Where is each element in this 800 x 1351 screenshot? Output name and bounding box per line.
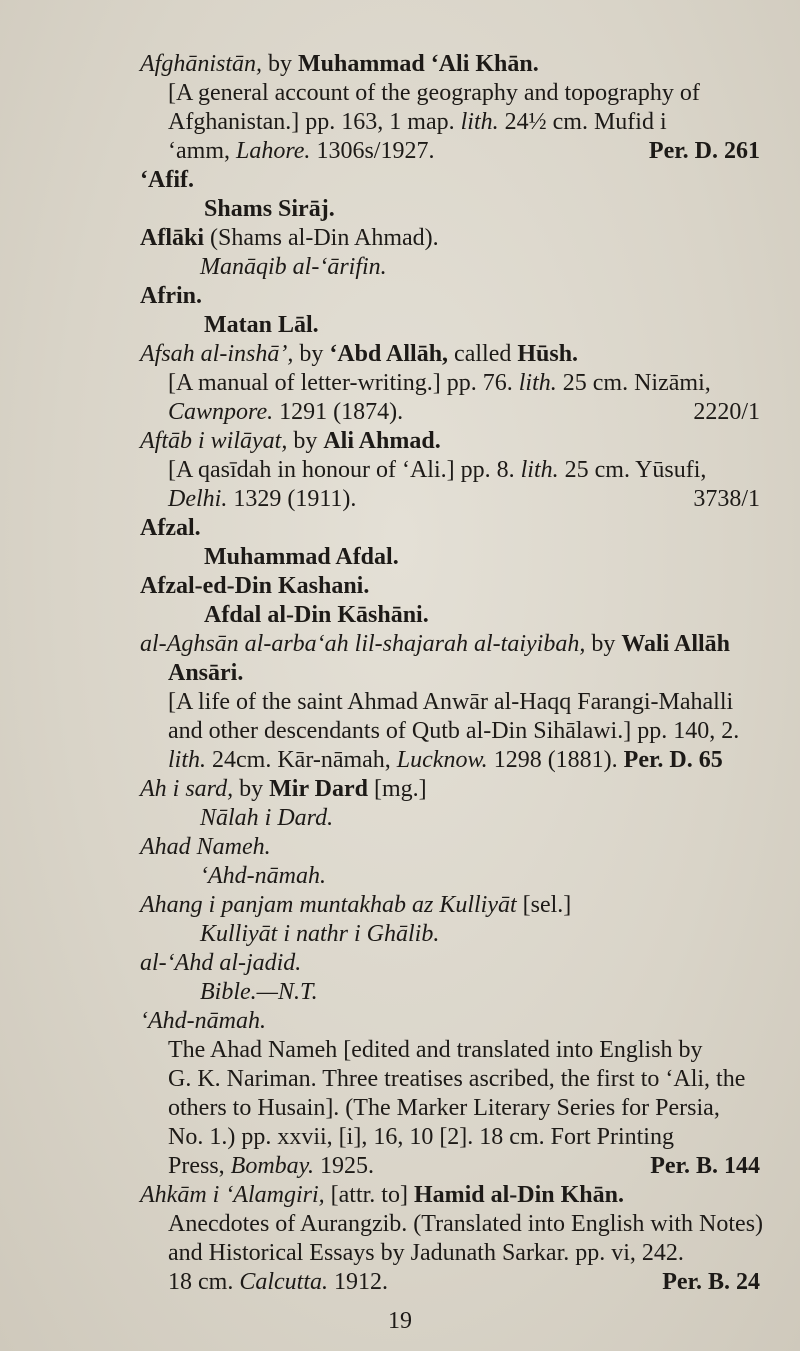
text-span: [A life of the saint Ahmad Anwār al-Haqq Farangi-Mahalli <box>168 689 734 715</box>
text-span: ‘Abd Allāh, <box>329 341 449 367</box>
entry-line <box>140 166 760 195</box>
text-span: Anecdotes of Aurangzib. (Translated into English with Notes) <box>168 1211 764 1237</box>
text-span: Hūsh. <box>517 341 579 367</box>
text-span: [sel.] <box>516 892 572 918</box>
entry-line <box>168 108 760 137</box>
text-span: Bible.—N.T. <box>200 979 318 1005</box>
text-span: Afrin. <box>140 283 202 309</box>
text-span: Ahad Nameh. <box>140 834 271 860</box>
entry-line <box>200 920 760 949</box>
entry-line <box>168 398 760 427</box>
text-span: Muhammad ‘Ali Khān. <box>298 51 539 77</box>
entry-line <box>168 79 760 108</box>
entry-line <box>168 1065 760 1094</box>
text-span: Aflāki <box>140 225 205 251</box>
shelfmark: 3738/1 <box>693 486 760 512</box>
text-span: Afdal al-Din Kāshāni. <box>204 602 429 628</box>
entry-line <box>140 340 760 369</box>
text-span: lith. <box>520 457 559 483</box>
entry-line <box>168 485 760 514</box>
text-span: ‘amm, <box>168 138 236 164</box>
entry-line <box>140 1181 760 1210</box>
entry-line <box>168 137 760 166</box>
text-span: Afzal-ed-Din Kashani. <box>140 573 370 599</box>
text-span: Lahore. <box>235 138 311 164</box>
text-span: Matan Lāl. <box>204 312 319 338</box>
text-span: G. K. Nariman. Three treatises ascribed, the first to ‘Ali, the <box>168 1066 746 1092</box>
entry-line <box>140 514 760 543</box>
text-span: [mg.] <box>368 776 427 802</box>
text-span: Mir Dard <box>269 776 368 802</box>
text-span: 1298 (1881). <box>487 747 624 773</box>
text-span: by <box>262 51 299 77</box>
entry-line <box>140 572 760 601</box>
cross-reference-line <box>204 195 760 224</box>
text-span: Ahkām i ‘Alamgiri, <box>140 1182 325 1208</box>
text-span: Nālah i Dard. <box>200 805 334 831</box>
entry-line <box>200 804 760 833</box>
entry-line <box>140 891 760 920</box>
text-span: 1912. <box>328 1269 388 1295</box>
text-span: (Shams al-Din Ahmad). <box>204 225 439 251</box>
text-span: 24cm. Kār-nāmah, <box>206 747 397 773</box>
text-span: ‘Ahd-nāmah. <box>140 1008 266 1034</box>
text-span: 18 cm. <box>168 1269 240 1295</box>
text-span: Per. D. 65 <box>623 747 723 773</box>
text-span: Kulliyāt i nathr i Ghālib. <box>200 921 440 947</box>
text-span: 24½ cm. Mufid i <box>498 109 667 135</box>
text-span: 1306s/1927. <box>310 138 435 164</box>
entry-line <box>140 949 760 978</box>
entry-line <box>140 50 760 79</box>
text-span: Cawnpore. <box>168 399 274 425</box>
text-span: [attr. to] <box>324 1182 414 1208</box>
entry-line <box>168 1152 760 1181</box>
entry-line <box>168 659 760 688</box>
text-span: Lucknow. <box>396 747 488 773</box>
entry-line <box>200 253 760 282</box>
text-span: and Historical Essays by Jadunath Sarkar. pp. vi, 242. <box>168 1240 684 1266</box>
entry-line <box>140 224 760 253</box>
text-span: 1291 (1874). <box>273 399 404 425</box>
cross-reference-line <box>204 601 760 630</box>
text-span: 25 cm. Yūsufi, <box>558 457 707 483</box>
text-span: ‘Afif. <box>140 167 194 193</box>
entry-line <box>140 775 760 804</box>
text-span: 25 cm. Nizāmi, <box>556 370 711 396</box>
text-span: Afghanistan.] pp. 163, 1 map. <box>168 109 461 135</box>
text-span: and other descendants of Qutb al-Din Sihālawi.] pp. 140, 2. <box>168 718 740 744</box>
text-span: 1329 (1911). <box>227 486 357 512</box>
text-span: [A manual of letter-writing.] pp. 76. <box>168 370 519 396</box>
text-span: lith. <box>460 109 499 135</box>
text-span: lith. <box>518 370 557 396</box>
entry-line <box>168 1094 760 1123</box>
text-span: others to Husain]. (The Marker Literary Series for Persia, <box>168 1095 720 1121</box>
text-span: Afghānistān, <box>140 51 263 77</box>
entry-line <box>168 456 760 485</box>
entry-line <box>168 369 760 398</box>
text-span: Afsah al-inshā’, <box>140 341 294 367</box>
text-span: 1925. <box>314 1153 374 1179</box>
text-span: No. 1.) pp. xxvii, [i], 16, 10 [2]. 18 cm. Fort Printing <box>168 1124 674 1150</box>
entry-line <box>200 862 760 891</box>
text-span: Afzal. <box>140 515 201 541</box>
text-span: by <box>233 776 270 802</box>
entry-line <box>168 1268 760 1297</box>
page-number: 19 <box>388 1308 412 1334</box>
text-span: The Ahad Nameh [edited and translated into English by <box>168 1037 703 1063</box>
text-span: Delhi. <box>168 486 228 512</box>
entry-line <box>168 688 760 717</box>
entry-line <box>168 1123 760 1152</box>
entry-line <box>168 1036 760 1065</box>
text-span: Calcutta. <box>239 1269 328 1295</box>
entry-line <box>168 746 760 775</box>
text-span: Hamid al-Din Khān. <box>413 1182 624 1208</box>
text-span: Aftāb i wilāyat, <box>140 428 288 454</box>
entry-line <box>140 427 760 456</box>
entry-line <box>200 978 760 1007</box>
shelfmark: 2220/1 <box>693 399 760 425</box>
entries-block <box>140 50 764 1297</box>
text-span: al-Aghsān al-arba‘ah lil-shajarah al-taiyibah, <box>140 631 586 657</box>
entry-line <box>140 630 760 659</box>
text-span: [A general account of the geography and topography of <box>168 80 700 106</box>
text-span: Ah i sard, <box>140 776 234 802</box>
text-span: Ahang i panjam muntakhab az Kulliyāt <box>140 892 517 918</box>
text-span: by <box>293 341 330 367</box>
shelfmark: Per. B. 144 <box>650 1153 760 1179</box>
text-span: Press, <box>168 1153 231 1179</box>
text-span: called <box>448 341 518 367</box>
entry-line <box>168 717 760 746</box>
cross-reference-line <box>204 543 760 572</box>
entry-line <box>140 833 760 862</box>
text-span: lith. <box>168 747 207 773</box>
entry-line <box>140 282 760 311</box>
text-span: Muhammad Afdal. <box>204 544 399 570</box>
text-span: al-‘Ahd al-jadid. <box>140 950 302 976</box>
shelfmark: Per. D. 261 <box>648 138 760 164</box>
entry-line <box>140 1007 760 1036</box>
text-span: by <box>585 631 622 657</box>
text-span: [A qasīdah in honour of ‘Ali.] pp. 8. <box>168 457 521 483</box>
text-span: Ali Ahmad. <box>323 428 441 454</box>
text-span: Shams Sirāj. <box>204 196 335 222</box>
entry-line <box>168 1239 760 1268</box>
text-span: Bombay. <box>230 1153 314 1179</box>
text-span: ‘Ahd-nāmah. <box>200 863 326 889</box>
text-span: Ansāri. <box>168 660 244 686</box>
text-span: by <box>287 428 324 454</box>
entry-line <box>168 1210 764 1239</box>
cross-reference-line <box>204 311 760 340</box>
text-span: Wali Allāh <box>621 631 731 657</box>
shelfmark: Per. B. 24 <box>662 1269 760 1295</box>
text-span: Manāqib al-‘ārifin. <box>200 254 387 280</box>
